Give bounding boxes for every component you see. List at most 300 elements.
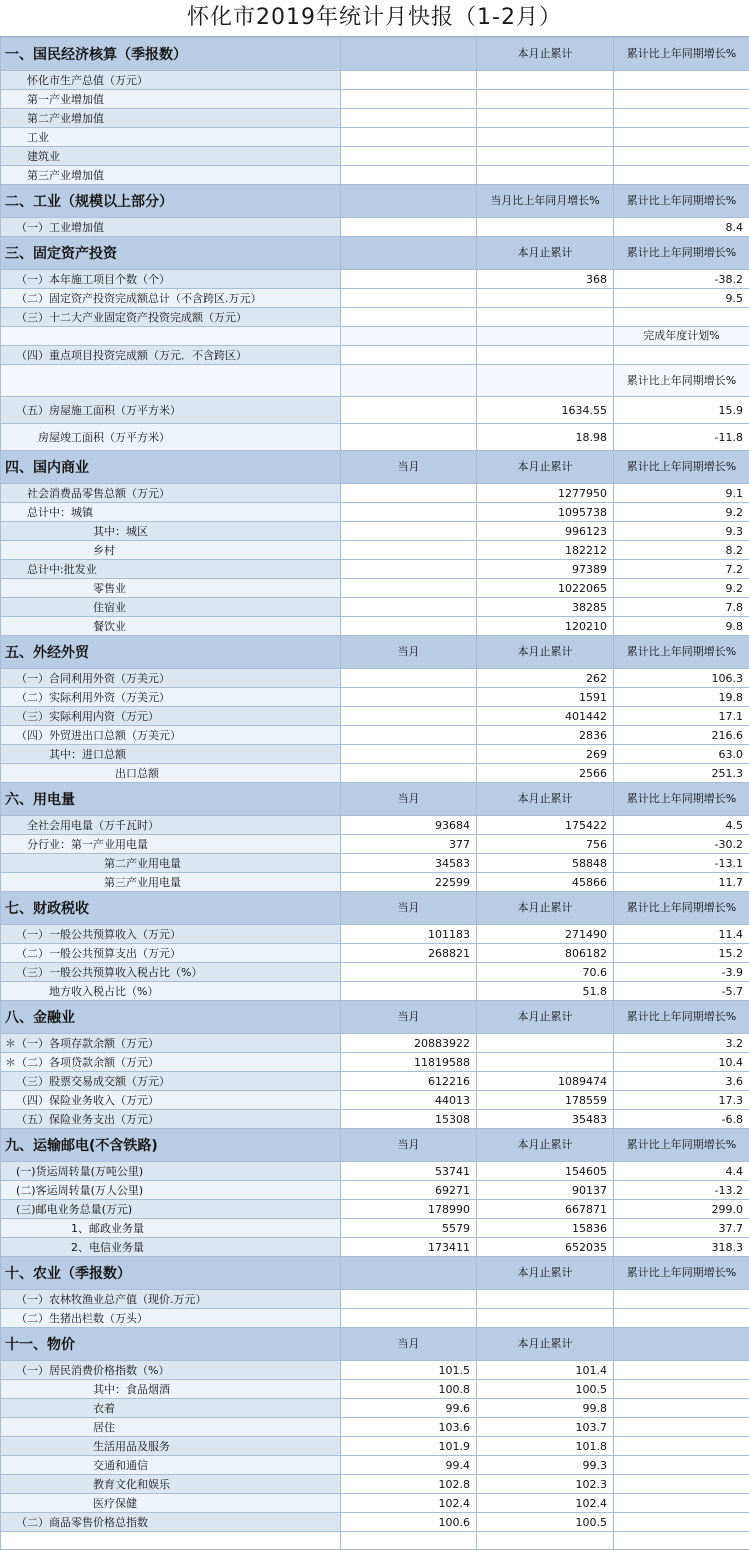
table-row: [1, 1418, 749, 1437]
row-label: （三）十二大产业固定资产投资完成额（万元）: [1, 308, 341, 327]
value-cell: 90137: [477, 1181, 614, 1200]
section-header: [1, 1129, 749, 1162]
value-cell: 996123: [477, 522, 614, 541]
column-header: 本月止累计: [477, 38, 614, 71]
table-row: [1, 147, 749, 166]
value-cell: 10.4: [614, 1053, 749, 1072]
table-row: [1, 835, 749, 854]
value-cell: 69271: [341, 1181, 477, 1200]
table-row: [1, 1053, 749, 1072]
value-cell: [341, 147, 477, 166]
table-row: [1, 982, 749, 1001]
table-row: [1, 688, 749, 707]
row-label: 住宿业: [1, 598, 341, 617]
value-cell: 99.4: [341, 1456, 477, 1475]
value-cell: [614, 1399, 749, 1418]
table-row: [1, 598, 749, 617]
table-row: [1, 1091, 749, 1110]
table-row: [1, 541, 749, 560]
value-cell: [477, 71, 614, 90]
value-cell: 100.8: [341, 1380, 477, 1399]
blank-cell: [477, 365, 614, 397]
value-cell: 3.6: [614, 1072, 749, 1091]
value-cell: [614, 1494, 749, 1513]
value-cell: 175422: [477, 816, 614, 835]
value-cell: 18.98: [477, 424, 614, 451]
column-header: [341, 237, 477, 270]
section-title: 十、农业（季报数）: [1, 1257, 341, 1290]
section-header: [1, 1001, 749, 1034]
value-cell: 102.4: [477, 1494, 614, 1513]
value-cell: 99.3: [477, 1456, 614, 1475]
table-row: [1, 90, 749, 109]
value-cell: 7.8: [614, 598, 749, 617]
table-row: [1, 484, 749, 503]
value-cell: [341, 397, 477, 424]
value-cell: [341, 745, 477, 764]
row-label: 零售业: [1, 579, 341, 598]
value-cell: [614, 109, 749, 128]
column-header: 累计比上年同期增长%: [614, 1129, 749, 1162]
row-label: 其中：城区: [1, 522, 341, 541]
row-label: （四）外贸进出口总额（万美元）: [1, 726, 341, 745]
row-label: （二）一般公共预算支出（万元）: [1, 944, 341, 963]
value-cell: [341, 707, 477, 726]
value-cell: 9.3: [614, 522, 749, 541]
column-header: 累计比上年同期增长%: [614, 892, 749, 925]
table-row: [1, 397, 749, 424]
value-cell: 154605: [477, 1162, 614, 1181]
value-cell: 1277950: [477, 484, 614, 503]
value-cell: 70.6: [477, 963, 614, 982]
table-row: [1, 424, 749, 451]
value-cell: [341, 503, 477, 522]
value-cell: [341, 270, 477, 289]
table-row: [1, 503, 749, 522]
blank-cell: [1, 1532, 341, 1550]
row-label: 教育文化和娱乐: [1, 1475, 341, 1494]
value-cell: [341, 982, 477, 1001]
row-label: 工业: [1, 128, 341, 147]
value-cell: [614, 147, 749, 166]
value-cell: 182212: [477, 541, 614, 560]
row-label: 建筑业: [1, 147, 341, 166]
value-cell: [341, 128, 477, 147]
table-row: [1, 1361, 749, 1380]
value-cell: [341, 71, 477, 90]
value-cell: 97389: [477, 560, 614, 579]
value-cell: [341, 522, 477, 541]
row-label: (三)邮电业务总量(万元): [1, 1200, 341, 1219]
column-header: 本月止累计: [477, 1328, 614, 1361]
value-cell: [614, 1456, 749, 1475]
row-label: （一）居民消费价格指数（%）: [1, 1361, 341, 1380]
value-cell: 101.5: [341, 1361, 477, 1380]
value-cell: [341, 579, 477, 598]
column-header: 累计比上年同期增长%: [614, 783, 749, 816]
value-cell: [341, 688, 477, 707]
value-cell: -11.8: [614, 424, 749, 451]
column-header: 本月止累计: [477, 1001, 614, 1034]
section-title: 二、工业（规模以上部分）: [1, 185, 341, 218]
value-cell: [341, 669, 477, 688]
value-cell: [341, 218, 477, 237]
table-row: [1, 289, 749, 308]
column-header: [341, 185, 477, 218]
table-row: [1, 1437, 749, 1456]
row-label: 怀化市生产总值（万元）: [1, 71, 341, 90]
column-header: 本月止累计: [477, 451, 614, 484]
value-cell: 15.2: [614, 944, 749, 963]
table-row: [1, 308, 749, 327]
value-cell: 178559: [477, 1091, 614, 1110]
table-row: [1, 1456, 749, 1475]
row-label: 生活用品及服务: [1, 1437, 341, 1456]
section-title: 八、金融业: [1, 1001, 341, 1034]
table-row: [1, 1200, 749, 1219]
table-row: [1, 1238, 749, 1257]
column-header: 当月: [341, 451, 477, 484]
value-cell: [477, 1290, 614, 1309]
value-cell: 19.8: [614, 688, 749, 707]
value-cell: 99.6: [341, 1399, 477, 1418]
blank-cell: [341, 327, 477, 346]
value-cell: 102.3: [477, 1475, 614, 1494]
value-cell: 38285: [477, 598, 614, 617]
row-label: ＊（一）各项存款余额（万元）: [1, 1034, 341, 1053]
row-label: （二）生猪出栏数（万头）: [1, 1309, 341, 1328]
row-label: （一）一般公共预算收入（万元）: [1, 925, 341, 944]
row-label: 其中：进口总额: [1, 745, 341, 764]
value-cell: [477, 346, 614, 365]
value-cell: [341, 963, 477, 982]
row-label: （二）实际利用外资（万美元）: [1, 688, 341, 707]
section-title: 七、财政税收: [1, 892, 341, 925]
value-cell: [614, 1513, 749, 1532]
value-cell: 2566: [477, 764, 614, 783]
row-label: 第三产业用电量: [1, 873, 341, 892]
table-row: [1, 1475, 749, 1494]
table-row: [1, 669, 749, 688]
table-row: [1, 1034, 749, 1053]
value-cell: 652035: [477, 1238, 614, 1257]
column-header: 当月: [341, 892, 477, 925]
column-header: 完成年度计划%: [614, 327, 749, 346]
subheader-row: [1, 365, 749, 397]
section-header: [1, 237, 749, 270]
value-cell: 269: [477, 745, 614, 764]
row-label: 总计中:批发业: [1, 560, 341, 579]
value-cell: 15.9: [614, 397, 749, 424]
table-row: [1, 270, 749, 289]
table-row: [1, 1162, 749, 1181]
value-cell: [477, 1309, 614, 1328]
value-cell: [614, 1380, 749, 1399]
row-label: 其中：食品烟酒: [1, 1380, 341, 1399]
value-cell: 173411: [341, 1238, 477, 1257]
blank-cell: [1, 365, 341, 397]
table-row: [1, 1110, 749, 1129]
value-cell: [341, 726, 477, 745]
value-cell: 53741: [341, 1162, 477, 1181]
value-cell: 37.7: [614, 1219, 749, 1238]
value-cell: 58848: [477, 854, 614, 873]
table-row: [1, 707, 749, 726]
section-header: [1, 783, 749, 816]
table-row: [1, 1513, 749, 1532]
value-cell: [341, 289, 477, 308]
value-cell: [477, 1034, 614, 1053]
value-cell: 9.1: [614, 484, 749, 503]
value-cell: 101.8: [477, 1437, 614, 1456]
row-label: 房屋竣工面积（万平方米）: [1, 424, 341, 451]
value-cell: [341, 560, 477, 579]
value-cell: [341, 346, 477, 365]
table-row: [1, 944, 749, 963]
value-cell: -13.1: [614, 854, 749, 873]
row-label: 第三产业增加值: [1, 166, 341, 185]
row-label: 第二产业增加值: [1, 109, 341, 128]
filler-row: [1, 1532, 749, 1550]
value-cell: 11.7: [614, 873, 749, 892]
row-label: （三）股票交易成交额（万元）: [1, 1072, 341, 1091]
value-cell: 106.3: [614, 669, 749, 688]
table-row: [1, 522, 749, 541]
column-header: 本月止累计: [477, 1129, 614, 1162]
blank-cell: [477, 1532, 614, 1550]
value-cell: [341, 308, 477, 327]
value-cell: 178990: [341, 1200, 477, 1219]
value-cell: [477, 128, 614, 147]
value-cell: 101.9: [341, 1437, 477, 1456]
value-cell: 100.5: [477, 1513, 614, 1532]
column-header: 累计比上年同期增长%: [614, 365, 749, 397]
value-cell: 2836: [477, 726, 614, 745]
row-label: 2、电信业务量: [1, 1238, 341, 1257]
value-cell: 63.0: [614, 745, 749, 764]
value-cell: 4.4: [614, 1162, 749, 1181]
value-cell: 17.1: [614, 707, 749, 726]
value-cell: 9.2: [614, 503, 749, 522]
section-header: [1, 38, 749, 71]
row-label: （一）农林牧渔业总产值（现价.万元）: [1, 1290, 341, 1309]
value-cell: [614, 128, 749, 147]
table-row: [1, 109, 749, 128]
value-cell: 99.8: [477, 1399, 614, 1418]
value-cell: -30.2: [614, 835, 749, 854]
blank-cell: [1, 327, 341, 346]
value-cell: 34583: [341, 854, 477, 873]
row-label: 医疗保健: [1, 1494, 341, 1513]
value-cell: -6.8: [614, 1110, 749, 1129]
column-header: 累计比上年同期增长%: [614, 636, 749, 669]
section-header: [1, 451, 749, 484]
value-cell: [614, 90, 749, 109]
section-title: 一、国民经济核算（季报数）: [1, 38, 341, 71]
value-cell: 262: [477, 669, 614, 688]
row-label: 衣着: [1, 1399, 341, 1418]
blank-cell: [341, 365, 477, 397]
row-label: （一）合同利用外资（万美元）: [1, 669, 341, 688]
subheader-row: [1, 327, 749, 346]
row-label: （三）一般公共预算收入税占比（%）: [1, 963, 341, 982]
value-cell: [477, 109, 614, 128]
value-cell: [614, 308, 749, 327]
value-cell: 8.4: [614, 218, 749, 237]
row-label: 乡村: [1, 541, 341, 560]
value-cell: [614, 1475, 749, 1494]
table-row: [1, 617, 749, 636]
value-cell: 612216: [341, 1072, 477, 1091]
column-header: 本月止累计: [477, 783, 614, 816]
section-title: 九、运输邮电(不含铁路): [1, 1129, 341, 1162]
row-label: 总计中：城镇: [1, 503, 341, 522]
section-header: [1, 892, 749, 925]
value-cell: 101.4: [477, 1361, 614, 1380]
value-cell: [614, 1418, 749, 1437]
value-cell: 15836: [477, 1219, 614, 1238]
value-cell: 756: [477, 835, 614, 854]
value-cell: 318.3: [614, 1238, 749, 1257]
section-header: [1, 185, 749, 218]
value-cell: 368: [477, 270, 614, 289]
table-row: [1, 854, 749, 873]
row-label: 居住: [1, 1418, 341, 1437]
value-cell: [477, 308, 614, 327]
column-header: 当月: [341, 1001, 477, 1034]
row-label: 1、邮政业务量: [1, 1219, 341, 1238]
row-label: 全社会用电量（万千瓦时）: [1, 816, 341, 835]
value-cell: 15308: [341, 1110, 477, 1129]
table-row: [1, 1309, 749, 1328]
value-cell: [477, 166, 614, 185]
section-title: 四、国内商业: [1, 451, 341, 484]
value-cell: 103.6: [341, 1418, 477, 1437]
table-row: [1, 1290, 749, 1309]
column-header: [614, 1328, 749, 1361]
table-row: [1, 1072, 749, 1091]
value-cell: 401442: [477, 707, 614, 726]
value-cell: 103.7: [477, 1418, 614, 1437]
table-row: [1, 1399, 749, 1418]
value-cell: [477, 1053, 614, 1072]
row-label: （三）实际利用内资（万元）: [1, 707, 341, 726]
column-header: 当月: [341, 636, 477, 669]
section-title: 五、外经外贸: [1, 636, 341, 669]
value-cell: 17.3: [614, 1091, 749, 1110]
value-cell: 268821: [341, 944, 477, 963]
column-header: 累计比上年同期增长%: [614, 185, 749, 218]
row-label: （五）房屋施工面积（万平方米）: [1, 397, 341, 424]
value-cell: [614, 166, 749, 185]
row-label: 第一产业增加值: [1, 90, 341, 109]
value-cell: [614, 71, 749, 90]
table-row: [1, 963, 749, 982]
column-header: 当月比上年同月增长%: [477, 185, 614, 218]
row-label: 第二产业用电量: [1, 854, 341, 873]
value-cell: 20883922: [341, 1034, 477, 1053]
column-header: 本月止累计: [477, 892, 614, 925]
value-cell: [341, 166, 477, 185]
value-cell: [341, 541, 477, 560]
section-title: 六、用电量: [1, 783, 341, 816]
value-cell: 1591: [477, 688, 614, 707]
row-label: （二）商品零售价格总指数: [1, 1513, 341, 1532]
section-title: 三、固定资产投资: [1, 237, 341, 270]
value-cell: [341, 1290, 477, 1309]
value-cell: [341, 1309, 477, 1328]
value-cell: 9.5: [614, 289, 749, 308]
value-cell: [477, 289, 614, 308]
row-label: 交通和通信: [1, 1456, 341, 1475]
value-cell: [341, 598, 477, 617]
table-row: [1, 346, 749, 365]
table-row: [1, 726, 749, 745]
column-header: 累计比上年同期增长%: [614, 1001, 749, 1034]
value-cell: [341, 484, 477, 503]
value-cell: 216.6: [614, 726, 749, 745]
value-cell: 1095738: [477, 503, 614, 522]
value-cell: -3.9: [614, 963, 749, 982]
table-row: [1, 71, 749, 90]
value-cell: 102.4: [341, 1494, 477, 1513]
table-row: [1, 1494, 749, 1513]
table-row: [1, 1219, 749, 1238]
section-title: 十一、物价: [1, 1328, 341, 1361]
table-row: [1, 579, 749, 598]
column-header: 本月止累计: [477, 636, 614, 669]
row-label: (一)货运周转量(万吨公里): [1, 1162, 341, 1181]
value-cell: [341, 90, 477, 109]
value-cell: [341, 764, 477, 783]
value-cell: -13.2: [614, 1181, 749, 1200]
blank-cell: [341, 1532, 477, 1550]
value-cell: 271490: [477, 925, 614, 944]
table-row: [1, 925, 749, 944]
value-cell: 377: [341, 835, 477, 854]
value-cell: 806182: [477, 944, 614, 963]
value-cell: [341, 424, 477, 451]
value-cell: 7.2: [614, 560, 749, 579]
section-header: [1, 1257, 749, 1290]
value-cell: 101183: [341, 925, 477, 944]
column-header: [341, 38, 477, 71]
blank-cell: [614, 1532, 749, 1550]
table-row: [1, 816, 749, 835]
value-cell: [477, 90, 614, 109]
row-label: 餐饮业: [1, 617, 341, 636]
value-cell: 9.2: [614, 579, 749, 598]
value-cell: [341, 109, 477, 128]
value-cell: -5.7: [614, 982, 749, 1001]
value-cell: 120210: [477, 617, 614, 636]
table-row: [1, 560, 749, 579]
row-label: (二)客运周转量(万人公里): [1, 1181, 341, 1200]
row-label: （一）工业增加值: [1, 218, 341, 237]
column-header: 当月: [341, 1328, 477, 1361]
value-cell: [614, 1437, 749, 1456]
blank-cell: [477, 327, 614, 346]
value-cell: 4.5: [614, 816, 749, 835]
value-cell: 100.5: [477, 1380, 614, 1399]
row-label: ＊（二）各项贷款余额（万元）: [1, 1053, 341, 1072]
column-header: 累计比上年同期增长%: [614, 237, 749, 270]
table-row: [1, 764, 749, 783]
column-header: 累计比上年同期增长%: [614, 1257, 749, 1290]
value-cell: 1022065: [477, 579, 614, 598]
value-cell: 8.2: [614, 541, 749, 560]
column-header: 累计比上年同期增长%: [614, 451, 749, 484]
